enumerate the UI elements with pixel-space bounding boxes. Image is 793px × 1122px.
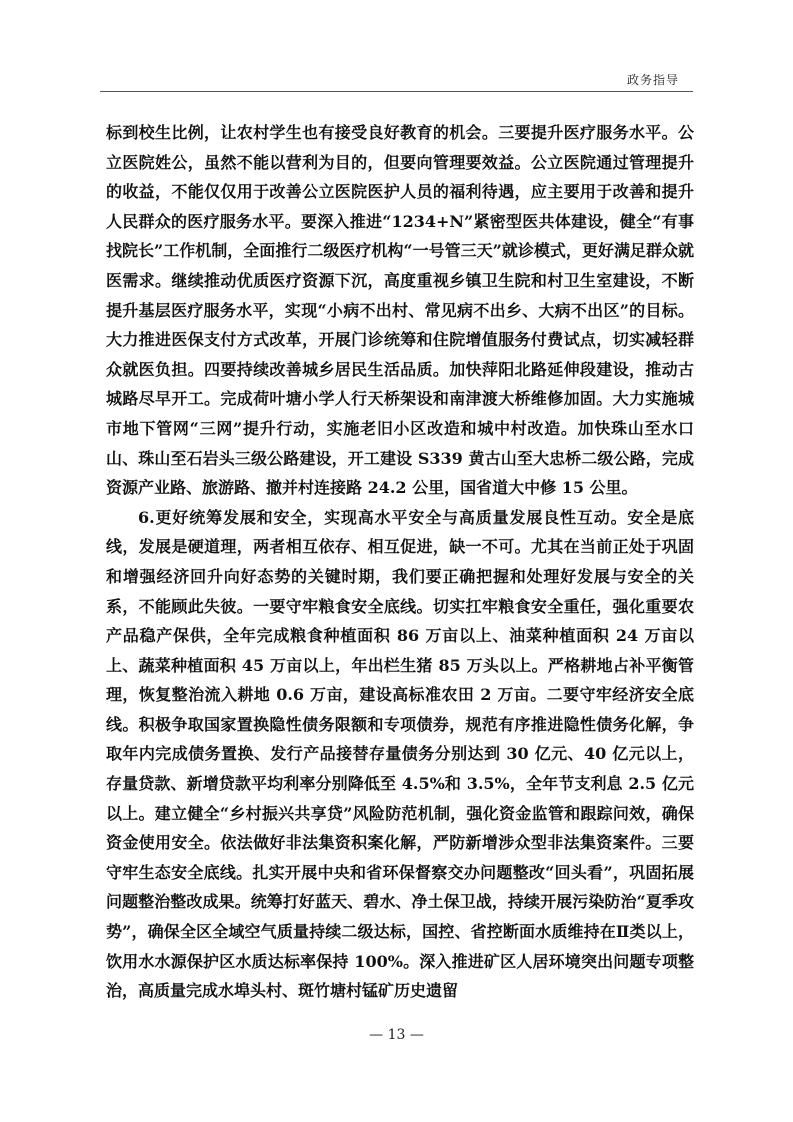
header-divider	[100, 91, 693, 92]
paragraph-continuation: 标到校生比例，让农村学生也有接受良好教育的机会。三要提升医疗服务水平。公立医院姓公，虽然不能以营利为目的，但要向管理要效益。公立医院通过管理提升的收益，不能仅仅用于改善公立医院医护人员的福利待遇，应主要用于改善和提升人民群众的医疗服务水平。要深入推进“1234+N”紧密型医共体建设，健全“有事找院长”工作机制，全面推行二级医疗机构“一号管三天”就诊模式，更好满足群众就医需求。继续推动优质医疗资源下沉，高度重视乡镇卫生院和村卫生室建设，不断提升基层医疗服务水平，实现“小病不出村、常见病不出乡、大病不出区”的目标。大力推进医保支付方式改革，开展门诊统筹和住院增值服务付费试点，切实减轻群众就医负担。四要持续改善城乡居民生活品质。加快萍阳北路延伸段建设，推动古城路尽早开工。完成荷叶塘小学人行天桥架设和南津渡大桥维修加固。大力实施城市地下管网“三网”提升行动，实施老旧小区改造和城中村改造。加快珠山至水口山、珠山至石岩头三级公路建设，开工建设 S339 黄古山至大忠桥二级公路，完成资源产业路、旅游路、撤并村连接路 24.2 公里，国省道大中修 15 公里。	[106, 123, 694, 498]
header-section-label: 政务指导	[626, 73, 679, 87]
paragraph-section-6: 6.更好统筹发展和安全，实现高水平安全与高质量发展良性互动。安全是底线，发展是硬道理，两者相互依存、相互促进，缺一不可。尤其在当前正处于巩固和增强经济回升向好态势的关键时期，我们要正确把握和处理好发展与安全的关系，不能顾此失彼。一要守牢粮食安全底线。切实扛牢粮食安全重任，强化重要农产品稳产保供，全年完成粮食种植面积 86 万亩以上、油菜种植面积 24 万亩以上、蔬菜种植面积 45 万亩以上，年出栏生猪 85 万头以上。严格耕地占补平衡管理，恢复整治流入耕地 0.6 万亩，建设高标准农田 2 万亩。二要守牢经济安全底线。积极争取国家置换隐性债务限额和专项债券，规范有序推进隐性债务化解，争取年内完成债务置换、发行产品接替存量债务分别达到 30 亿元、40 亿元以上，存量贷款、新增贷款平均利率分别降低至 4.5%和 3.5%，全年节支利息 2.5 亿元以上。建立健全“乡村振兴共享贷”风险防范机制，强化资金监管和跟踪问效，确保资金使用安全。依法做好非法集资积案化解，严防新增涉众型非法集资案件。三要守牢生态安全底线。扎实开展中央和省环保督察交办问题整改“回头看”，巩固拓展问题整治整改成果。统筹打好蓝天、碧水、净土保卫战，持续开展污染防治“夏季攻势”，确保全区全域空气质量持续二级达标，国控、省控断面水质维持在Ⅱ类以上，饮用水水源保护区水质达标率保持 100%。深入推进矿区人居环境突出问题专项整治，高质量完成水埠头村、斑竹塘村锰矿历史遗留	[106, 507, 694, 1001]
page-number: — 13 —	[369, 1027, 424, 1043]
body-text	[106, 118, 694, 1006]
